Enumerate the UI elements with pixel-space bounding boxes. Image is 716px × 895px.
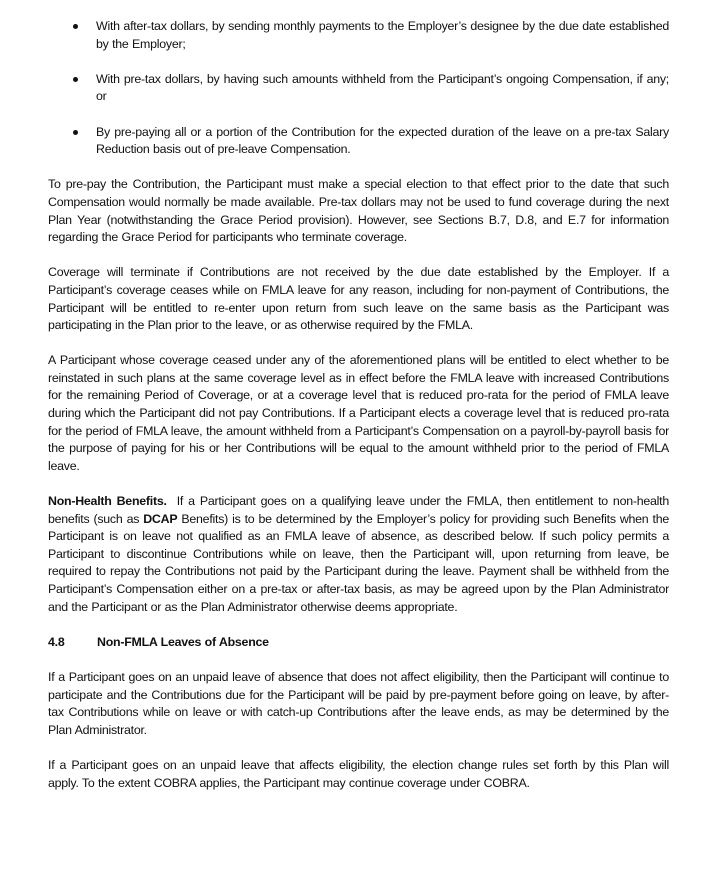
bullet-icon <box>73 130 78 135</box>
non-health-text-part1: If a Participant goes on a qualifying leave under the FMLA, then entitlement to non-health benefits (such as <box>48 494 673 526</box>
document-page <box>48 18 673 810</box>
termination-paragraph: Coverage will terminate if Contributions are not received by the due date established by the Employer. If a Participant’s coverage ceases while on FMLA leave for any reason, including for non-payment of Contributions, the Participant will be entitled to re-enter upon return from such leave on the same basis as the Participant was participating in the Plan prior to the leave, or as otherwise required by the FMLA. <box>48 265 669 333</box>
non-health-benefits-paragraph <box>48 493 673 616</box>
payment-options-list <box>48 18 669 159</box>
bullet-text: By pre-paying all or a portion of the Contribution for the expected duration of the leave on a pre-tax Salary Reduction basis out of pre-leave Compensation. <box>96 124 669 157</box>
list-item <box>48 124 669 159</box>
section-title: Non-FMLA Leaves of Absence <box>97 634 269 649</box>
list-item <box>48 71 669 106</box>
bullet-text: With after-tax dollars, by sending monthly payments to the Employer’s designee by the due date established by the Employer; <box>96 19 669 51</box>
section-heading <box>48 634 669 652</box>
dcap-term: DCAP <box>143 511 178 526</box>
reinstatement-paragraph: A Participant whose coverage ceased under any of the aforementioned plans will be entitled to elect whether to be reinstated in such plans at the same coverage level as in effect before the FMLA leave with increased Contributions for the remaining Period of Coverage, or at a coverage level that is reduced pro-rata for the period of FMLA leave during which the Participant did not pay Contributions. If a Participant elects a coverage level that is reduced pro-rata for the period of FMLA leave, the amount withheld from a Participant’s Compensation on a payroll-by-payroll basis for the purpose of paying for his or her Contributions will be equal to the amount withheld prior to the period of FMLA leave. <box>48 353 669 473</box>
non-health-benefits-label: Non-Health Benefits. <box>48 494 167 509</box>
prepay-paragraph: To pre-pay the Contribution, the Participant must make a special election to that effect prior to the date that such Compensation would normally be made available. Pre-tax dollars may not be used to fund coverage during the next Plan Year (notwithstanding the Grace Period provision). However, see Sections B.7, D.8, and E.7 for information regarding the Grace Period for participants who terminate coverage. <box>48 177 669 245</box>
bullet-text: With pre-tax dollars, by having such amounts withheld from the Participant’s ongoing Compensation, if any; or <box>96 71 669 104</box>
list-item <box>48 18 669 53</box>
unpaid-leave-affects-eligibility-paragraph: If a Participant goes on an unpaid leave that affects eligibility, the election change rules set forth by this Plan will apply. To the extent COBRA applies, the Participant may continue coverage under COBRA. <box>48 757 669 790</box>
section-number: 4.8 <box>48 634 65 649</box>
non-health-text-part2: Benefits) is to be determined by the Employer’s policy for providing such Benefits when the Participant is on leave not qualified as an FMLA leave of absence, as described below. If such policy permits a Participant to discontinue Contributions while on leave, then the Participant will, upon returning from leave, be required to repay the Contributions not paid by the Participant during the leave. Payment shall be withheld from the Participant’s Compensation either on a pre-tax or after-tax basis, as may be agreed upon by the Plan Administrator and the Participant or as the Plan Administrator otherwise deems appropriate. <box>48 511 669 614</box>
bullet-icon <box>73 77 78 82</box>
bullet-icon <box>73 24 78 29</box>
unpaid-leave-no-eligibility-paragraph: If a Participant goes on an unpaid leave of absence that does not affect eligibility, then the Participant will continue to participate and the Contributions due for the Participant will be paid by pre-payment before going on leave, by after-tax Contributions while on leave or with catch-up Contributions after the leave ends, as may be determined by the Plan Administrator. <box>48 669 669 737</box>
